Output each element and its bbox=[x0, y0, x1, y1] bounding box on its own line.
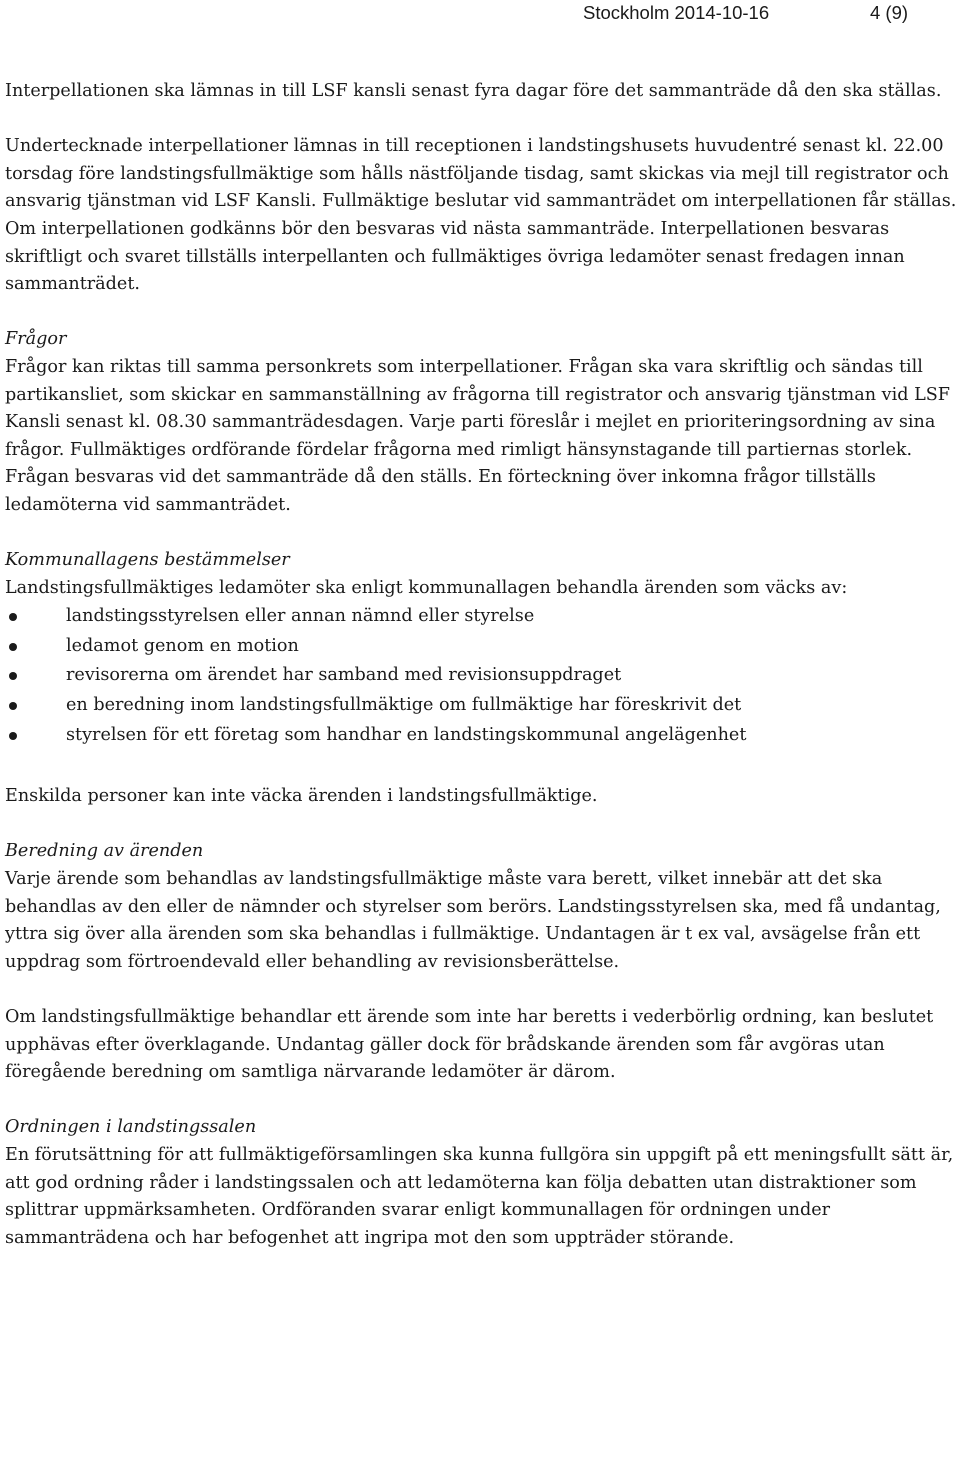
list-item bbox=[5, 661, 957, 691]
list-item-text: en beredning inom landstingsfullmäktige om fullmäktige har föreskrivit det bbox=[66, 695, 742, 716]
list-item-text: revisorerna om ärendet har samband med revisionsuppdraget bbox=[66, 665, 622, 686]
document-body bbox=[5, 78, 957, 1252]
list-item-text: landstingsstyrelsen eller annan nämnd eller styrelse bbox=[66, 606, 535, 627]
paragraph-beredning: Varje ärende som behandlas av landstingsfullmäktige måste vara berett, vilket innebär att det ska behandlas av den eller de nämnder och styrelser som berörs. Landstingsstyrelsen ska, med få undantag, yttra sig över alla ärenden som ska behandlas i fullmäktige. Undantagen är t ex val, avsägelse från ett uppdrag som förtroendevald eller behandling av revisionsberättelse. bbox=[5, 869, 941, 972]
paragraph-ordningen: En förutsättning för att fullmäktigeförsamlingen ska kunna fullgöra sin uppgift på ett meningsfullt sätt är, att god ordning råder i landstingssalen och att ledamöterna kan följa debatten utan distraktioner som splittrar uppmärksamheten. Ordföranden svarar enligt kommunallagen för ordningen under sammanträdena och har befogenhet att ingripa mot den som uppträder störande. bbox=[5, 1144, 954, 1248]
list-item-text: styrelsen för ett företag som handhar en landstingskommunal angelägenhet bbox=[66, 724, 747, 745]
bullet-list bbox=[5, 602, 957, 750]
list-item bbox=[5, 602, 957, 632]
bullet-dot-icon bbox=[9, 672, 17, 680]
header-page-number: 4 (9) bbox=[870, 2, 909, 23]
paragraph-beredning-overklagande: Om landstingsfullmäktige behandlar ett ärende som inte har beretts i vederbörlig ordning, kan beslutet upphävas efter överklagande. Undantag gäller dock för brådskande ärenden som får avgöras utan föregående beredning om samtliga närvarande ledamöter är därom. bbox=[5, 1007, 934, 1083]
paragraph-interpellation-deadline: Interpellationen ska lämnas in till LSF kansli senast fyra dagar före det sammanträde då den ska ställas. bbox=[5, 81, 942, 101]
section-title-ordningen: Ordningen i landstingssalen bbox=[5, 1117, 257, 1138]
list-item bbox=[5, 691, 957, 721]
page-header bbox=[0, 0, 960, 40]
list-item bbox=[5, 632, 957, 662]
paragraph-enskilda: Enskilda personer kan inte väcka ärenden i landstingsfullmäktige. bbox=[5, 786, 598, 807]
bullet-dot-icon bbox=[9, 643, 17, 651]
list-item bbox=[5, 721, 957, 751]
bullet-dot-icon bbox=[9, 613, 17, 621]
section-title-fragor: Frågor bbox=[5, 329, 67, 350]
bullet-dot-icon bbox=[9, 702, 17, 710]
list-item-text: ledamot genom en motion bbox=[66, 635, 299, 656]
paragraph-kommunallagen: Landstingsfullmäktiges ledamöter ska enligt kommunallagen behandla ärenden som väcks av: bbox=[5, 577, 848, 598]
paragraph-interpellation-procedure: Undertecknade interpellationer lämnas in till receptionen i landstingshusets huvudentré senast kl. 22.00 torsdag före landstingsfullmäktige som hålls nästföljande tisdag, samt skickas via mejl till registrator och ansvarig tjänstman vid LSF Kansli. Fullmäktige beslutar vid sammanträdet om interpellationen får ställas. Om interpellationen godkänns bör den besvaras vid nästa sammanträde. Interpellationen besvaras skriftligt och svaret tillställs interpellanten och fullmäktiges övriga ledamöter senast fredagen innan sammanträdet. bbox=[5, 136, 957, 295]
section-title-beredning: Beredning av ärenden bbox=[5, 841, 204, 862]
paragraph-fragor: Frågor kan riktas till samma personkrets som interpellationer. Frågan ska vara skriftlig och sändas till partikansliet, som skickar en sammanställning av frågorna till registrator och ansvarig tjänstman vid LSF Kansli senast kl. 08.30 sammanträdesdagen. Varje parti föreslår i mejlet en prioriteringsordning av sina frågor. Fullmäktiges ordförande fördelar frågorna med rimligt hänsynstagande till partiernas storlek. Frågan besvaras vid det sammanträde då den ställs. En förteckning över inkomna frågor tillställs ledamöterna vid sammanträdet. bbox=[5, 356, 951, 515]
bullet-dot-icon bbox=[9, 732, 17, 740]
section-title-kommunallagen: Kommunallagens bestämmelser bbox=[5, 550, 290, 571]
header-place-date: Stockholm 2014-10-16 bbox=[583, 2, 770, 23]
